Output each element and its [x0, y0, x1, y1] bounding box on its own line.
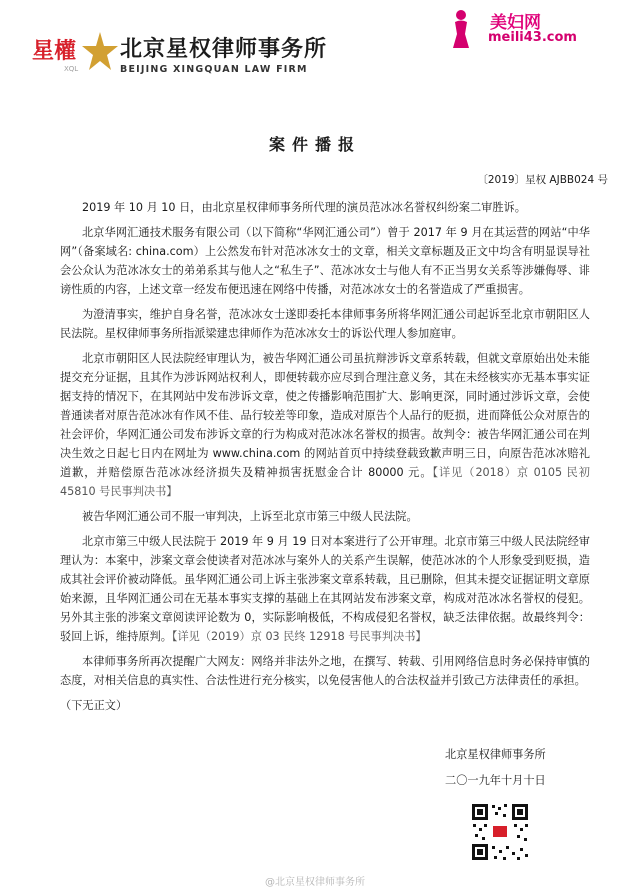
- paragraph-6: [60, 532, 590, 646]
- firm-name-cn: 北京星权律师事务所: [120, 36, 328, 62]
- footer-watermark: @北京星权律师事务所: [265, 877, 365, 888]
- signature-date: 二〇一九年十月十日: [445, 774, 546, 787]
- qr-code: [470, 802, 530, 862]
- firm-name-en: BEIJING XINGQUAN LAW FIRM: [120, 64, 308, 75]
- paragraph-7: 本律师事务所再次提醒广大网友：网络并非法外之地，在撰写、转载、引用网络信息时务必保持审慎的态度，对相关信息的真实性、合法性进行充分核实，以免侵害他人的合法权益并引致己方法律责任的承担。: [60, 655, 590, 687]
- site-url: meili43.com: [488, 30, 577, 45]
- end-note: （下无正文）: [60, 699, 128, 712]
- paragraph-2: 北京华网汇通技术服务有限公司（以下简称“华网汇通公司”）曾于 2017 年 9 月在其运营的网站“中华网”（备案域名: china.com）上公然发布针对范冰冰女士的文章，相关文章标题及正文中均含有明显误导社会公众认为范冰冰女士的弟弟系其与他人之“私生子”、范冰冰女士与他人有不正当男女关系等涉嫌侮辱、诽谤性质的内容，上述文章一经发布便迅速在网络中传播，对范冰冰女士的名誉造成了严重损害。: [60, 226, 590, 296]
- letterhead: [0, 0, 630, 100]
- paragraph-4-text: 北京市朝阳区人民法院经审理认为，被告华网汇通公司虽抗辩涉诉文章系转载，但就文章原始出处未能提交充分证据，且其作为涉诉网站权利人，即便转载亦应尽到合理注意义务，其在未经核实亦无基本事实证据支持的情况下，在其网站中发布涉诉文章，使之传播影响范围扩大、影响更深，同时通过涉诉文章，会使普通读者对原告范冰冰有作风不佳、品行较差等印象，造成对原告个人品行的贬损，进而降低公众对原告的社会评价，华网汇通公司发布涉诉文章的行为构成对范冰冰名誉权的损害。故判令：被告华网汇通公司在判决生效之日起七日内在网址为 www.china.com 的网站首页中持续登载致歉声明三日，向原告范冰冰赔礼道歉，并赔偿原告范冰冰经济损失及精神损害抚慰金合计 80000 元。: [60, 352, 590, 479]
- paragraph-3: 为澄清事实，维护自身名誉，范冰冰女士遂即委托本律师事务所将华网汇通公司起诉至北京市朝阳区人民法院。星权律师事务所指派梁建忠律师作为范冰冰女士的诉讼代理人参加庭审。: [60, 308, 590, 340]
- logo-mark-text: 星權: [32, 39, 77, 64]
- firm-logo: [30, 30, 118, 74]
- signature-firm: 北京星权律师事务所: [445, 748, 546, 761]
- document-body: [60, 198, 590, 721]
- woman-silhouette-icon: [448, 8, 474, 48]
- reference-first-instance: 【详见（2018）京 0105 民初 45810 号民事判决书】: [60, 466, 590, 498]
- reference-second-instance: 【详见（2019）京 03 民终 12918 号民事判决书】: [171, 630, 427, 643]
- paragraph-1: 2019 年 10 月 10 日，由北京星权律师事务所代理的演员范冰冰名誉权纠纷案二审胜诉。: [82, 201, 526, 214]
- paragraph-5: 被告华网汇通公司不服一审判决，上诉至北京市第三中级人民法院。: [82, 510, 418, 523]
- site-watermark: [448, 6, 618, 48]
- signature-block: [445, 745, 546, 797]
- page-title: 案件播报: [268, 135, 361, 154]
- paragraph-6-text: 北京市第三中级人民法院于 2019 年 9 月 19 日对本案进行了公开审理。北京市第三中级人民法院经审理认为：本案中，涉案文章会使读者对范冰冰与案外人的关系产生误解，使范冰冰的个人形象受到贬损，造成其社会评价被动降低。虽华网汇通公司上诉主张涉案文章系转载，且已删除，但其未提交证据证明文章原始来源，且华网汇通公司在无基本事实支撑的基础上在其网站发布涉案文章，构成对范冰冰名誉权的侵犯。另外其主张的涉案文章阅读评论数为 0，实际影响极低，不构成侵犯名誉权，缺乏法律依据。故最终判令：驳回上诉，维持原判。: [60, 535, 590, 643]
- paragraph-4: [60, 349, 590, 501]
- site-name: 美妇网: [490, 13, 541, 33]
- document-number: 〔2019〕星权 AJBB024 号: [477, 174, 608, 186]
- logo-mark-sub: XQL: [64, 65, 79, 73]
